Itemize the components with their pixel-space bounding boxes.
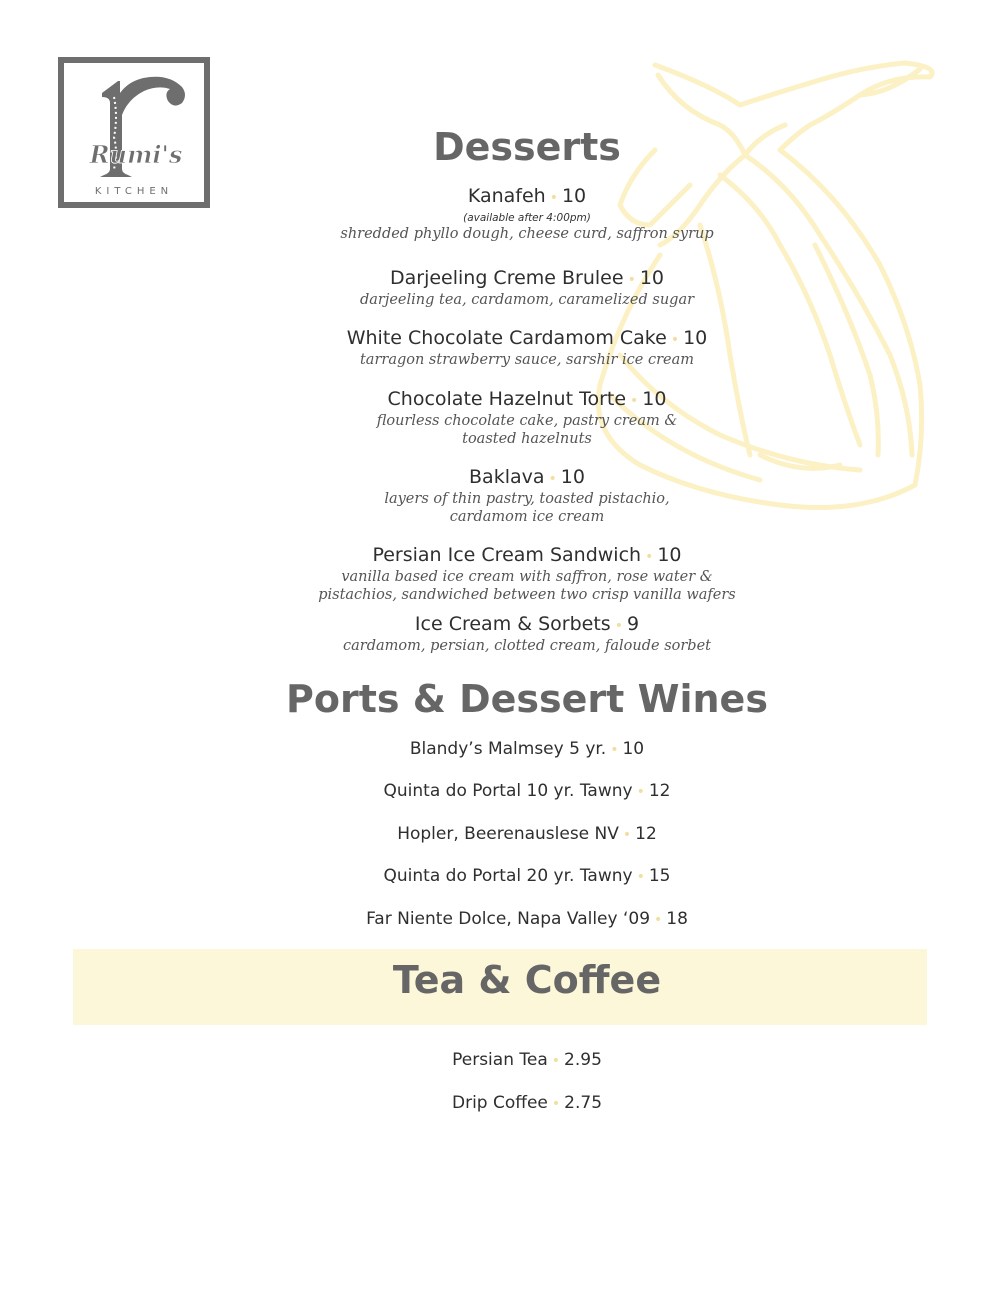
separator-dot: • bbox=[549, 190, 558, 206]
dessert-item-darjeeling-creme-brulee bbox=[0, 267, 1000, 309]
wines-heading: Ports & Dessert Wines bbox=[286, 677, 768, 721]
wine-price: 18 bbox=[666, 909, 688, 929]
drink-item bbox=[0, 1092, 1000, 1115]
wine-item bbox=[0, 823, 1000, 846]
tea-coffee-heading: Tea & Coffee bbox=[392, 958, 662, 1002]
dessert-description: flourless chocolate cake, pastry cream & bbox=[376, 413, 678, 429]
dessert-price: 10 bbox=[657, 544, 682, 566]
wine-price: 12 bbox=[635, 824, 657, 844]
wine-price: 10 bbox=[622, 739, 645, 759]
dessert-name: Kanafeh bbox=[467, 185, 546, 207]
dessert-description: cardamom ice cream bbox=[449, 509, 605, 525]
dessert-description: pistachios, sandwiched between two crisp vanilla wafers bbox=[318, 587, 736, 603]
dessert-price: 9 bbox=[626, 613, 640, 635]
dessert-name: Chocolate Hazelnut Torte bbox=[387, 388, 627, 410]
separator-dot: • bbox=[636, 784, 645, 800]
separator-dot: • bbox=[614, 618, 623, 634]
wine-price: 12 bbox=[648, 781, 671, 801]
dessert-item-kanafeh bbox=[0, 185, 1000, 243]
dessert-item-chocolate-hazelnut-torte bbox=[0, 388, 1000, 448]
dessert-description: layers of thin pastry, toasted pistachio, bbox=[384, 491, 670, 507]
wine-name: Blandy’s Malmsey 5 yr. bbox=[409, 739, 607, 759]
separator-dot: • bbox=[551, 1096, 561, 1112]
dessert-description: tarragon strawberry sauce, sarshir ice cream bbox=[359, 352, 695, 368]
dessert-name: Darjeeling Creme Brulee bbox=[389, 267, 624, 289]
dessert-description: cardamom, persian, clotted cream, faloude sorbet bbox=[343, 638, 711, 654]
dessert-price: 10 bbox=[683, 327, 708, 349]
dessert-description: shredded phyllo dough, cheese curd, saffron syrup bbox=[340, 226, 714, 242]
wine-name: Quinta do Portal 20 yr. Tawny bbox=[383, 866, 633, 886]
wine-name: Hopler, Beerenauslese NV bbox=[397, 824, 619, 844]
dessert-description: darjeeling tea, cardamom, caramelized sugar bbox=[359, 292, 695, 308]
dessert-description: vanilla based ice cream with saffron, rose water & bbox=[341, 569, 713, 585]
dessert-price: 10 bbox=[642, 388, 667, 410]
wine-name: Far Niente Dolce, Napa Valley ‘09 bbox=[366, 909, 651, 929]
logo-name: Rumi's bbox=[89, 140, 183, 169]
dessert-item-persian-ice-cream-sandwich bbox=[0, 544, 1000, 604]
separator-dot: • bbox=[622, 827, 632, 843]
separator-dot: • bbox=[627, 272, 636, 288]
dessert-note: (available after 4:00pm) bbox=[463, 212, 591, 224]
separator-dot: • bbox=[645, 549, 654, 565]
separator-dot: • bbox=[548, 471, 557, 487]
drink-item bbox=[0, 1049, 1000, 1072]
dessert-price: 10 bbox=[560, 466, 585, 488]
dessert-name: White Chocolate Cardamom Cake bbox=[346, 327, 667, 349]
dessert-item-ice-cream-sorbets bbox=[0, 613, 1000, 655]
drink-price: 2.75 bbox=[564, 1093, 603, 1113]
drink-name: Persian Tea bbox=[452, 1050, 548, 1070]
dessert-description: toasted hazelnuts bbox=[462, 431, 592, 447]
logo-subtitle: KITCHEN bbox=[94, 186, 174, 197]
separator-dot: • bbox=[630, 393, 639, 409]
wine-name: Quinta do Portal 10 yr. Tawny bbox=[383, 781, 633, 801]
desserts-heading: Desserts bbox=[433, 125, 621, 169]
separator-dot: • bbox=[670, 332, 680, 348]
dessert-item-white-chocolate-cardamom-cake bbox=[0, 327, 1000, 369]
dessert-name: Baklava bbox=[469, 466, 545, 488]
drink-price: 2.95 bbox=[564, 1050, 602, 1070]
separator-dot: • bbox=[654, 912, 663, 928]
dessert-item-baklava bbox=[0, 466, 1000, 526]
wine-item bbox=[0, 780, 1000, 803]
wine-item bbox=[0, 865, 1000, 888]
dessert-name: Persian Ice Cream Sandwich bbox=[372, 544, 642, 566]
separator-dot: • bbox=[610, 742, 619, 758]
wine-price: 15 bbox=[648, 866, 671, 886]
separator-dot: • bbox=[636, 869, 645, 885]
dessert-price: 10 bbox=[639, 267, 665, 289]
wine-item bbox=[0, 908, 1000, 931]
dessert-name: Ice Cream & Sorbets bbox=[414, 613, 611, 635]
separator-dot: • bbox=[551, 1053, 561, 1069]
drink-name: Drip Coffee bbox=[451, 1093, 548, 1113]
wine-item bbox=[0, 738, 1000, 761]
dessert-price: 10 bbox=[561, 185, 587, 207]
